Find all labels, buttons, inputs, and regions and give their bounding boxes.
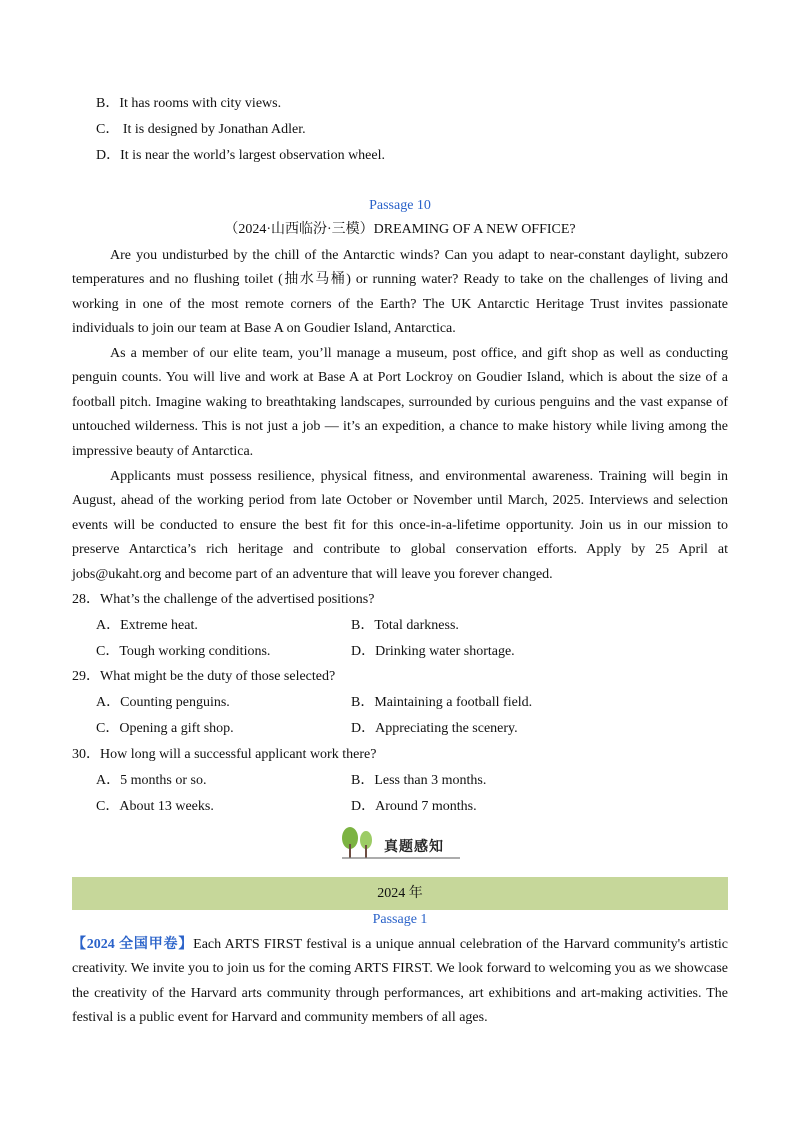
question-28-option-b: B．Total darkness. <box>351 618 459 633</box>
question-29-option-b: B．Maintaining a football field. <box>351 695 533 710</box>
passage-1-paragraph <box>72 933 728 1031</box>
question-30-option-b: B．Less than 3 months. <box>351 773 487 788</box>
question-29-option-a: A．Counting penguins. <box>96 695 230 710</box>
question-30-option-c: C．About 13 weeks. <box>96 799 214 814</box>
question-28-option-d: D．Drinking water shortage. <box>351 644 515 659</box>
question-29-option-d: D．Appreciating the scenery. <box>351 721 518 736</box>
passage-10-paragraph-3: Applicants must possess resilience, physical fitness, and environmental awareness. Training will begin in August, ahead of the working period from late October or November until March, 2025. Interviews and selection events will be conducted to ensure the best fit for this once-in-a-lifetime opportunity. Join us in our mission to preserve Antarctica’s rich heritage and contribute to global conservation efforts. Apply by 25 April at jobs@ukaht.org and become part of an adventure that will leave you forever changed. <box>72 469 728 582</box>
passage-10-paragraph-2: As a member of our elite team, you’ll manage a museum, post office, and gift shop as well as conducting penguin counts. You will live and work at Base A at Port Lockroy on Goudier Island, which is about the size of a football pitch. Imagine waking to breathtaking landscapes, surrounded by curious penguins and the vast expanse of untouched wilderness. This is not just a job — it’s an expedition, a chance to make history while living among the impressive beauty of Antarctica. <box>72 346 728 459</box>
question-28-option-c: C．Tough working conditions. <box>96 644 271 659</box>
question-28-stem: 28．What’s the challenge of the advertised positions? <box>72 592 375 607</box>
passage-1-heading: Passage 1 <box>372 912 428 927</box>
passage-1-text: Each ARTS FIRST festival is a unique annual celebration of the Harvard community's artistic creativity. We invite you to join us for the coming ARTS FIRST. We look forward to welcoming you as we showcase the creativity of the Harvard arts community through performances, art exhibitions and art-making activities. The festival is a public event for Harvard and community members of all ages. <box>72 937 729 1026</box>
passage-1-source-tag: 【2024 全国甲卷】 <box>72 937 194 952</box>
prev-option-d: D．It is near the world’s largest observation wheel. <box>96 148 386 163</box>
question-30-option-d: D．Around 7 months. <box>351 799 477 814</box>
question-30-stem: 30．How long will a successful applicant work there? <box>72 747 377 762</box>
passage-10-source-title: （2024·山西临汾·三模）DREAMING OF A NEW OFFICE? <box>224 222 576 237</box>
section-banner <box>338 826 462 862</box>
section-banner-label: 真题感知 <box>384 839 444 855</box>
prev-option-c: C． It is designed by Jonathan Adler. <box>96 122 306 137</box>
question-29-stem: 29．What might be the duty of those selected? <box>72 669 336 684</box>
question-28-option-a: A．Extreme heat. <box>96 618 198 633</box>
question-29-option-c: C．Opening a gift shop. <box>96 721 234 736</box>
passage-10-paragraph-1: Are you undisturbed by the chill of the Antarctic winds? Can you adapt to near-constant daylight, subzero temperatures and no flushing toilet (抽水马桶) or running water? Ready to take on the challenges of living and working in one of the most remote corners of the Earth? The UK Antarctic Heritage Trust invites passionate individuals to join our team at Base A on Goudier Island, Antarctica. <box>72 248 728 337</box>
question-30-option-a: A．5 months or so. <box>96 773 207 788</box>
passage-10-heading: Passage 10 <box>369 198 431 213</box>
year-bar: 2024 年 <box>72 877 728 910</box>
prev-option-b: B．It has rooms with city views. <box>96 96 282 111</box>
